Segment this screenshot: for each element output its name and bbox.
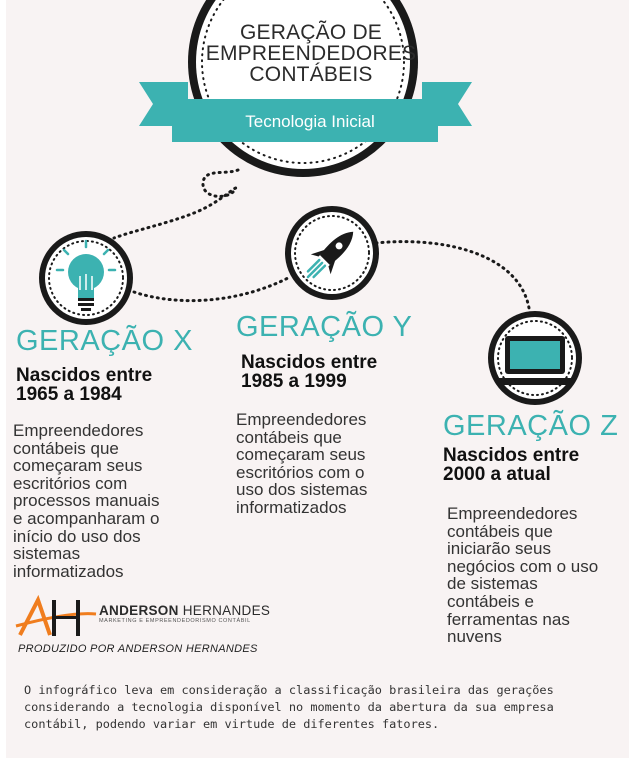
- anderson-hernandes-logo: [16, 600, 96, 636]
- generation-x-title: GERAÇÃO X: [16, 325, 193, 357]
- footnote-line: considerando a tecnologia disponível no momento da abertura da sua empresa: [24, 700, 554, 714]
- generation-y-born: [241, 353, 377, 391]
- ribbon-label: Tecnologia Inicial: [245, 112, 375, 131]
- title-line-1: GERAÇÃO DE: [239, 21, 383, 44]
- footnote-line: O infográfico leva em consideração a classificação brasileira das gerações: [24, 683, 554, 697]
- generation-z-description: [447, 505, 627, 646]
- laptop-icon: [488, 311, 582, 405]
- description-line: informatizados: [236, 497, 347, 517]
- description-line: contábeis que: [236, 427, 342, 447]
- description-line: começaram seus: [13, 456, 143, 476]
- generation-x-description: [13, 422, 213, 580]
- description-line: Empreendedores: [447, 504, 578, 523]
- born-line: 1985 a 1999: [241, 371, 347, 392]
- dotted-path-right: [376, 242, 530, 316]
- produced-by: PRODUZIDO POR ANDERSON HERNANDES: [18, 643, 258, 655]
- description-line: e acompanharam o: [13, 508, 160, 528]
- title-line-3: CONTÁBEIS: [249, 63, 373, 86]
- dotted-path-top: [114, 170, 238, 238]
- description-line: contábeis e: [447, 591, 534, 611]
- description-line: Empreendedores: [13, 421, 144, 440]
- description-line: contábeis que: [447, 521, 553, 541]
- dotted-path-middle: [134, 278, 288, 301]
- brand-block: [99, 603, 270, 624]
- description-line: negócios com o uso: [447, 556, 599, 576]
- description-line: sistemas: [13, 544, 81, 564]
- description-line: escritórios com: [13, 473, 128, 493]
- generation-y-description: [236, 411, 426, 517]
- brand-name-bold: ANDERSON: [99, 603, 179, 618]
- brand-tagline: MARKETING E EMPREENDEDORISMO CONTÁBIL: [99, 618, 251, 624]
- description-line: iniciarão seus: [447, 539, 551, 559]
- rocket-icon: [285, 206, 379, 300]
- title-line-2: EMPREENDEDORES: [205, 42, 417, 65]
- description-line: Empreendedores: [236, 410, 367, 429]
- generation-z-title: GERAÇÃO Z: [443, 410, 619, 442]
- generation-y-title: GERAÇÃO Y: [236, 311, 413, 343]
- lightbulb-icon: [39, 231, 133, 325]
- footnote: [24, 682, 624, 733]
- born-line: Nascidos entre: [443, 445, 580, 466]
- description-line: início do uso dos: [13, 526, 141, 546]
- description-line: informatizados: [13, 561, 124, 581]
- page-title: [196, 22, 426, 85]
- brand-name: [99, 603, 270, 618]
- description-line: contábeis que: [13, 438, 119, 458]
- description-line: ferramentas nas: [447, 609, 570, 629]
- description-line: uso dos sistemas: [236, 480, 368, 500]
- brand-name-rest: HERNANDES: [182, 603, 271, 618]
- born-line: 2000 a atual: [443, 464, 551, 485]
- description-line: escritórios com o: [236, 462, 365, 482]
- born-line: 1965 a 1984: [16, 384, 122, 405]
- footnote-line: contábil, podendo variar em virtude de diferentes fatores.: [24, 717, 440, 731]
- generation-x-born: [16, 366, 152, 404]
- description-line: nuvens: [447, 627, 502, 647]
- born-line: Nascidos entre: [16, 365, 153, 386]
- infographic-canvas: [6, 0, 629, 758]
- description-line: começaram seus: [236, 445, 366, 465]
- born-line: Nascidos entre: [241, 352, 378, 373]
- description-line: processos manuais: [13, 491, 160, 511]
- generation-z-born: [443, 446, 579, 484]
- description-line: de sistemas: [447, 574, 538, 594]
